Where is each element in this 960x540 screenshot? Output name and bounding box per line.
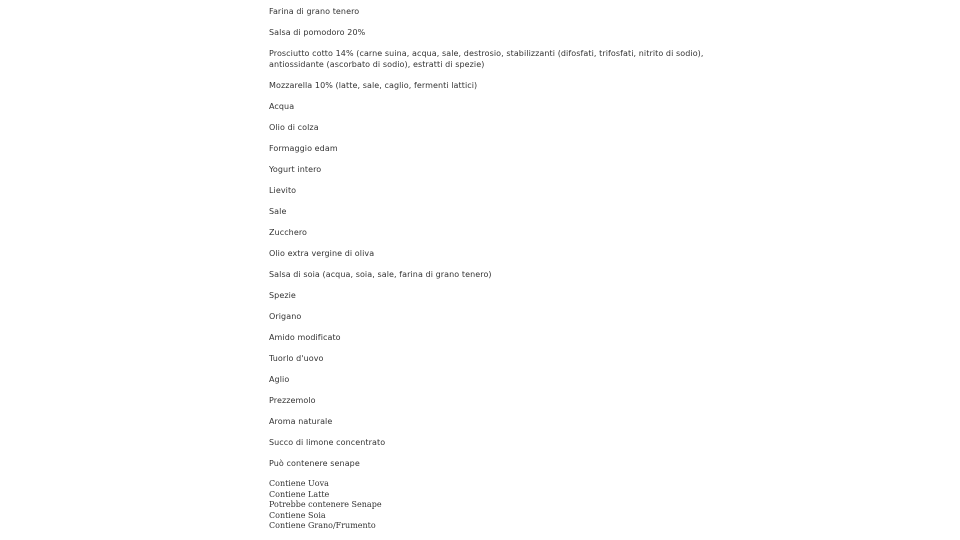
allergen-item: Contiene Uova [269, 479, 329, 488]
ingredient-item: Sale [269, 206, 287, 216]
ingredient-item: Amido modificato [269, 332, 341, 342]
ingredient-item: Spezie [269, 290, 296, 300]
ingredient-item: Succo di limone concentrato [269, 437, 386, 447]
allergen-item: Contiene Grano/Frumento [269, 521, 376, 530]
ingredient-item: Mozzarella 10% (latte, sale, caglio, fermenti lattici) [269, 80, 478, 90]
allergen-item: Contiene Latte [269, 489, 330, 499]
ingredient-item: Può contenere senape [269, 458, 360, 468]
ingredient-item: Prosciutto cotto 14% (carne suina, acqua, sale, destrosio, stabilizzanti (difosfati, trifosfati, nitrito di sodio), antiossidante (ascorbato di sodio), estratti di spezie) [269, 49, 704, 69]
ingredient-item: Olio extra vergine di oliva [269, 248, 375, 258]
ingredient-item: Farina di grano tenero [269, 7, 360, 16]
ingredient-item: Yogurt intero [269, 164, 322, 174]
ingredient-item: Prezzemolo [269, 395, 316, 405]
allergens-list [269, 479, 382, 532]
allergen-item: Contiene Soia [269, 510, 326, 520]
ingredient-item: Zucchero [269, 227, 307, 237]
ingredient-item: Aroma naturale [269, 416, 333, 426]
ingredient-item: Olio di colza [269, 122, 319, 132]
ingredients-list [269, 7, 709, 480]
ingredient-item: Tuorlo d'uovo [269, 353, 324, 363]
ingredient-item: Origano [269, 311, 302, 321]
ingredient-item: Lievito [269, 185, 297, 195]
allergen-item: Potrebbe contenere Senape [269, 500, 382, 509]
ingredient-item: Aglio [269, 374, 290, 384]
ingredient-item: Acqua [269, 101, 295, 111]
ingredient-item: Salsa di pomodoro 20% [269, 28, 366, 37]
ingredient-item: Salsa di soia (acqua, soia, sale, farina di grano tenero) [269, 269, 492, 279]
ingredient-item: Formaggio edam [269, 143, 338, 153]
